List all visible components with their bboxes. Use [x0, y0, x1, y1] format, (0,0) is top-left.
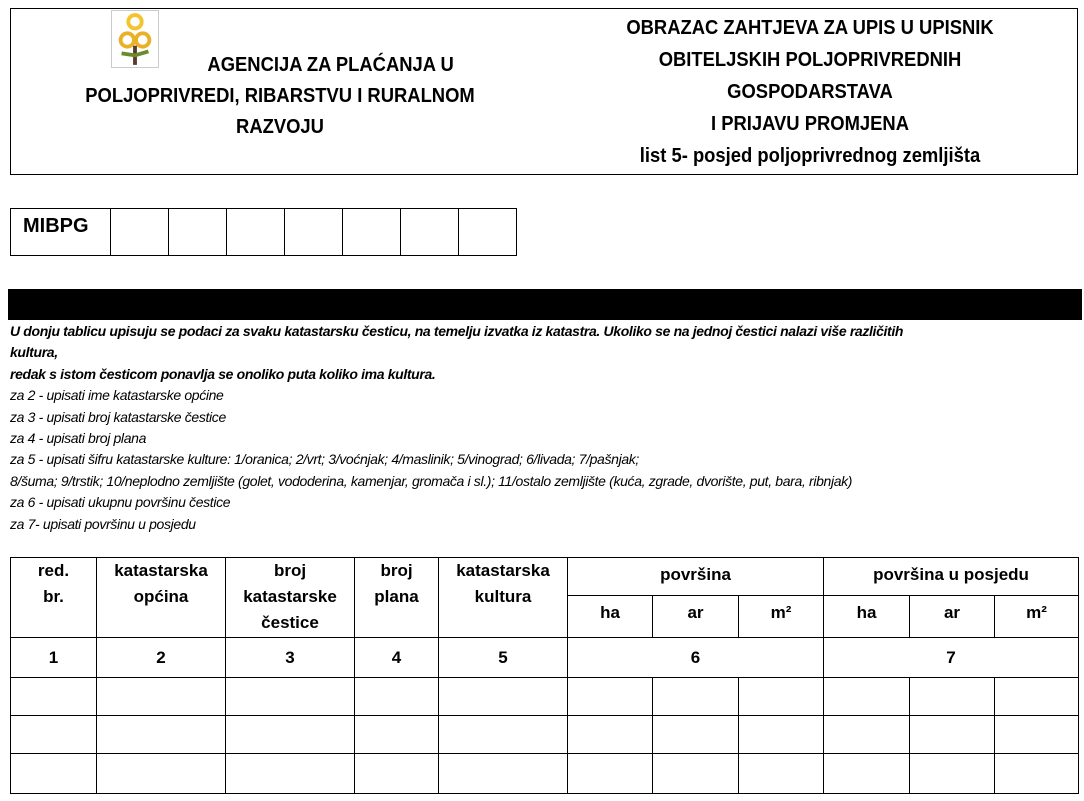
mibpg-digit-cell[interactable]: [168, 209, 226, 255]
table-cell[interactable]: [439, 678, 568, 716]
column-number: 2: [97, 638, 226, 678]
header-kultura: katastarska kultura: [439, 558, 568, 638]
table-cell[interactable]: [439, 716, 568, 754]
mibpg-digit-cell[interactable]: [284, 209, 342, 255]
table-cell[interactable]: [995, 678, 1079, 716]
header-opcina: katastarska općina: [97, 558, 226, 638]
header-plan: broj plana: [355, 558, 439, 638]
table-cell[interactable]: [568, 678, 653, 716]
unit-ar: ar: [910, 596, 995, 638]
unit-ar: ar: [653, 596, 739, 638]
table-cell[interactable]: [355, 716, 439, 754]
mibpg-field: [10, 208, 517, 256]
table-cell[interactable]: [97, 754, 226, 794]
mibpg-digit-cell[interactable]: [400, 209, 458, 255]
table-cell[interactable]: [653, 754, 739, 794]
instruction-line: 8/šuma; 9/trstik; 10/neplodno zemljište (golet, vododerina, kamenjar, gromača i sl.); 11/ostalo zemljište (kuća, zgrade, dvorište, put, bara, ribnjak): [10, 472, 853, 489]
mibpg-label: MIBPG: [23, 215, 89, 237]
table-cell[interactable]: [568, 716, 653, 754]
table-cell[interactable]: [653, 678, 739, 716]
title-line: list 5- posjed poljoprivrednog zemljišta: [639, 145, 981, 167]
table-cell[interactable]: [910, 678, 995, 716]
unit-ha: ha: [824, 596, 910, 638]
table-cell[interactable]: [226, 754, 355, 794]
instruction-line: za 2 - upisati ime katastarske općine: [10, 387, 224, 404]
column-number: 3: [226, 638, 355, 678]
title-line: GOSPODARSTAVA: [727, 81, 893, 103]
table-cell[interactable]: [739, 678, 824, 716]
table-cell[interactable]: [439, 754, 568, 794]
table-cell[interactable]: [226, 716, 355, 754]
instruction-line: za 5 - upisati šifru katastarske kulture: 1/oranica; 2/vrt; 3/voćnjak; 4/maslinik; 5/vinograd; 6/livada; 7/pašnjak;: [10, 451, 639, 468]
mibpg-digit-cell[interactable]: [342, 209, 400, 255]
unit-ha: ha: [568, 596, 653, 638]
column-number: 4: [355, 638, 439, 678]
column-number: 7: [824, 638, 1079, 678]
column-number: 5: [439, 638, 568, 678]
column-number: 6: [568, 638, 824, 678]
instruction-line: redak s istom česticom ponavlja se onoliko puta koliko ima kultura.: [10, 365, 436, 382]
table-cell[interactable]: [97, 716, 226, 754]
table-cell[interactable]: [995, 716, 1079, 754]
table-cell[interactable]: [568, 754, 653, 794]
table-cell[interactable]: [824, 716, 910, 754]
table-cell[interactable]: [355, 678, 439, 716]
table-cell[interactable]: [824, 678, 910, 716]
table-cell[interactable]: [824, 754, 910, 794]
instruction-line: kultura,: [10, 344, 58, 361]
agency-line: AGENCIJA ZA PLAĆANJA U: [207, 54, 454, 76]
instruction-line: za 6 - upisati ukupnu površinu čestice: [10, 494, 231, 511]
unit-m2: m²: [739, 596, 824, 638]
table-cell[interactable]: [653, 716, 739, 754]
agency-line: RAZVOJU: [236, 116, 324, 138]
land-table: [10, 557, 1079, 794]
header-red-br: red. br.: [11, 558, 97, 638]
table-cell[interactable]: [739, 716, 824, 754]
unit-m2: m²: [995, 596, 1079, 638]
agency-name: [59, 50, 501, 143]
table-cell[interactable]: [97, 678, 226, 716]
instructions: [10, 321, 1084, 535]
column-number: 1: [11, 638, 97, 678]
section-divider-bar: [8, 289, 1082, 320]
table-row: [11, 678, 1079, 716]
table-cell[interactable]: [739, 754, 824, 794]
instruction-line: za 3 - upisati broj katastarske čestice: [10, 408, 226, 425]
mibpg-digit-cell[interactable]: [458, 209, 516, 255]
table-cell[interactable]: [226, 678, 355, 716]
agency-line: POLJOPRIVREDI, RIBARSTVU I RURALNOM: [85, 85, 475, 107]
title-line: I PRIJAVU PROMJENA: [710, 113, 910, 135]
form-title: [598, 12, 1021, 172]
table-cell[interactable]: [11, 716, 97, 754]
mibpg-digit-cell[interactable]: [110, 209, 168, 255]
title-line: OBITELJSKIH POLJOPRIVREDNIH: [658, 49, 962, 71]
table-cell[interactable]: [910, 716, 995, 754]
table-cell[interactable]: [355, 754, 439, 794]
table-row: [11, 716, 1079, 754]
header-povrsina: površina: [568, 558, 824, 596]
title-line: OBRAZAC ZAHTJEVA ZA UPIS U UPISNIK: [626, 17, 994, 39]
table-row: [11, 754, 1079, 794]
mibpg-digit-cell[interactable]: [226, 209, 284, 255]
table-cell[interactable]: [11, 754, 97, 794]
instruction-line: za 7- upisati površinu u posjedu: [10, 515, 196, 532]
instruction-line: U donju tablicu upisuju se podaci za svaku katastarsku česticu, na temelju izvatka iz katastra. Ukoliko se na jednoj čestici nalazi više različitih: [10, 323, 904, 339]
header-posjed: površina u posjedu: [824, 558, 1079, 596]
instruction-line: za 4 - upisati broj plana: [10, 430, 147, 447]
table-cell[interactable]: [995, 754, 1079, 794]
table-cell[interactable]: [910, 754, 995, 794]
header-cestica: broj katastarske čestice: [226, 558, 355, 638]
table-cell[interactable]: [11, 678, 97, 716]
